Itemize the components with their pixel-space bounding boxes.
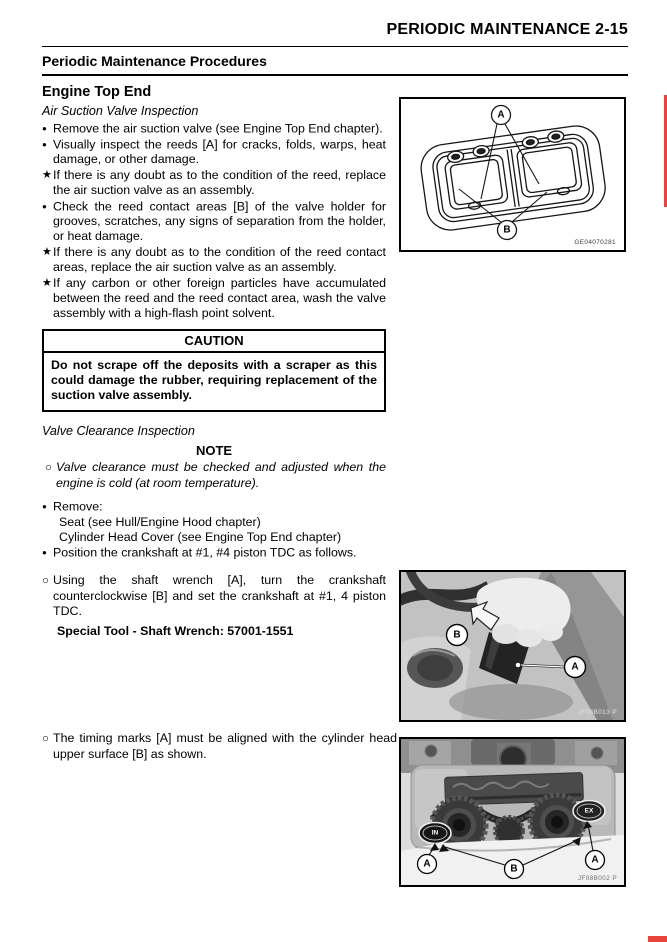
valve-clearance-subheading: Valve Clearance Inspection — [42, 424, 195, 439]
list-item-text: Remove the air suction valve (see Engine Top End chapter). — [53, 121, 383, 136]
text-column — [42, 84, 386, 640]
procedure-step-text: Using the shaft wrench [A], turn the crankshaft counterclockwise [B] and set the crankshaft at #1, 4 piston TDC. — [53, 572, 386, 619]
callout-a-label: A — [591, 854, 599, 866]
note-title: NOTE — [195, 443, 233, 459]
dot-bullet-icon: ● — [42, 201, 47, 211]
callout-a-badge — [492, 106, 511, 125]
section-rule — [42, 74, 628, 76]
figure-code: JF08B002 P — [577, 875, 617, 882]
list-item — [42, 245, 386, 276]
air-suction-subheading: Air Suction Valve Inspection — [42, 104, 199, 118]
list-item-text: If there is any doubt as to the condition of the reed contact areas, replace the air suction valve as an assembly. — [53, 244, 386, 275]
list-item — [42, 137, 386, 168]
list-item-text: Visually inspect the reeds [A] for cracks, folds, warps, heat damage, or other damage. — [53, 137, 386, 167]
dot-bullet-icon: ● — [42, 502, 47, 512]
figure-shaft-wrench-photo — [399, 570, 626, 722]
callout-a-badge — [418, 855, 437, 874]
timing-marks-photo — [401, 739, 624, 885]
list-item — [42, 168, 386, 199]
in-mark-label: IN — [431, 829, 439, 837]
list-item — [42, 121, 386, 137]
caution-title: CAUTION — [44, 331, 384, 353]
star-bullet-icon: ★ — [42, 169, 52, 182]
dot-bullet-icon: ● — [42, 548, 47, 558]
callout-a-badge — [586, 851, 605, 870]
dot-bullet-icon: ● — [42, 139, 47, 149]
list-item — [42, 545, 386, 561]
callout-b-badge — [505, 860, 524, 879]
page-edge-mark — [648, 936, 667, 942]
header-rule — [42, 46, 628, 47]
callout-a-label: A — [571, 661, 579, 673]
list-item-text: If any carbon or other foreign particles have accumulated between the reed and the reed contact area, wash the valve assembly with a high-flash point solvent. — [53, 275, 386, 321]
special-tool-line: Special Tool - Shaft Wrench: 57001-1551 — [57, 624, 294, 639]
callout-b-badge — [498, 221, 517, 240]
star-bullet-icon: ★ — [42, 277, 52, 290]
figure-timing-marks-photo — [399, 737, 626, 887]
timing-note — [42, 731, 397, 762]
callout-b-badge — [447, 625, 468, 646]
figure-code: JF08B013 P — [577, 709, 617, 716]
in-timing-mark — [419, 823, 451, 844]
sub-list-item: Cylinder Head Cover (see Engine Top End chapter) — [59, 529, 342, 544]
callout-b-label: B — [503, 224, 511, 236]
list-item-text: Remove: — [53, 499, 103, 514]
list-item-text: If there is any doubt as to the condition of the reed, replace the air suction valve as an assembly. — [53, 167, 386, 198]
note-item — [42, 460, 386, 491]
callout-b-label: B — [510, 863, 518, 875]
caution-body: Do not scrape off the deposits with a scraper as this could damage the rubber, requiring replacement of the suction valve assembly. — [51, 357, 377, 403]
section-bar-title: Periodic Maintenance Procedures — [42, 53, 267, 69]
note-item-text: Valve clearance must be checked and adjusted when the engine is cold (at room temperature). — [56, 459, 386, 490]
circle-bullet-icon: ○ — [42, 574, 49, 587]
figure-code: GE04070281 — [574, 239, 616, 246]
callout-a-label: A — [497, 109, 505, 121]
callout-a-badge — [565, 657, 586, 678]
engine-top-end-heading: Engine Top End — [42, 84, 152, 100]
ex-timing-mark — [573, 801, 605, 822]
ex-mark-label: EX — [584, 807, 594, 815]
callout-a-label: A — [423, 858, 431, 870]
list-item-text: Check the reed contact areas [B] of the valve holder for grooves, scratches, any signs of separation from the holder, or heat damage. — [53, 199, 386, 244]
dot-bullet-icon: ● — [42, 124, 47, 133]
timing-note-text: The timing marks [A] must be aligned with the cylinder head upper surface [B] as shown. — [53, 731, 397, 762]
callout-b-label: B — [453, 629, 461, 641]
list-item — [42, 499, 386, 515]
caution-box — [42, 329, 386, 413]
list-item — [42, 199, 386, 245]
page-header-title: PERIODIC MAINTENANCE 2-15 — [386, 21, 628, 38]
figure-air-suction-valve — [399, 97, 626, 252]
list-item — [42, 276, 386, 322]
list-item-text: Position the crankshaft at #1, #4 piston TDC as follows. — [53, 545, 357, 560]
circle-bullet-icon: ○ — [42, 733, 49, 745]
procedure-step — [42, 573, 386, 620]
circle-bullet-icon: ○ — [45, 461, 52, 474]
air-suction-valve-drawing — [401, 99, 624, 250]
star-bullet-icon: ★ — [42, 246, 52, 259]
sub-list-item: Seat (see Hull/Engine Hood chapter) — [59, 514, 261, 529]
shaft-wrench-photo — [401, 572, 624, 720]
